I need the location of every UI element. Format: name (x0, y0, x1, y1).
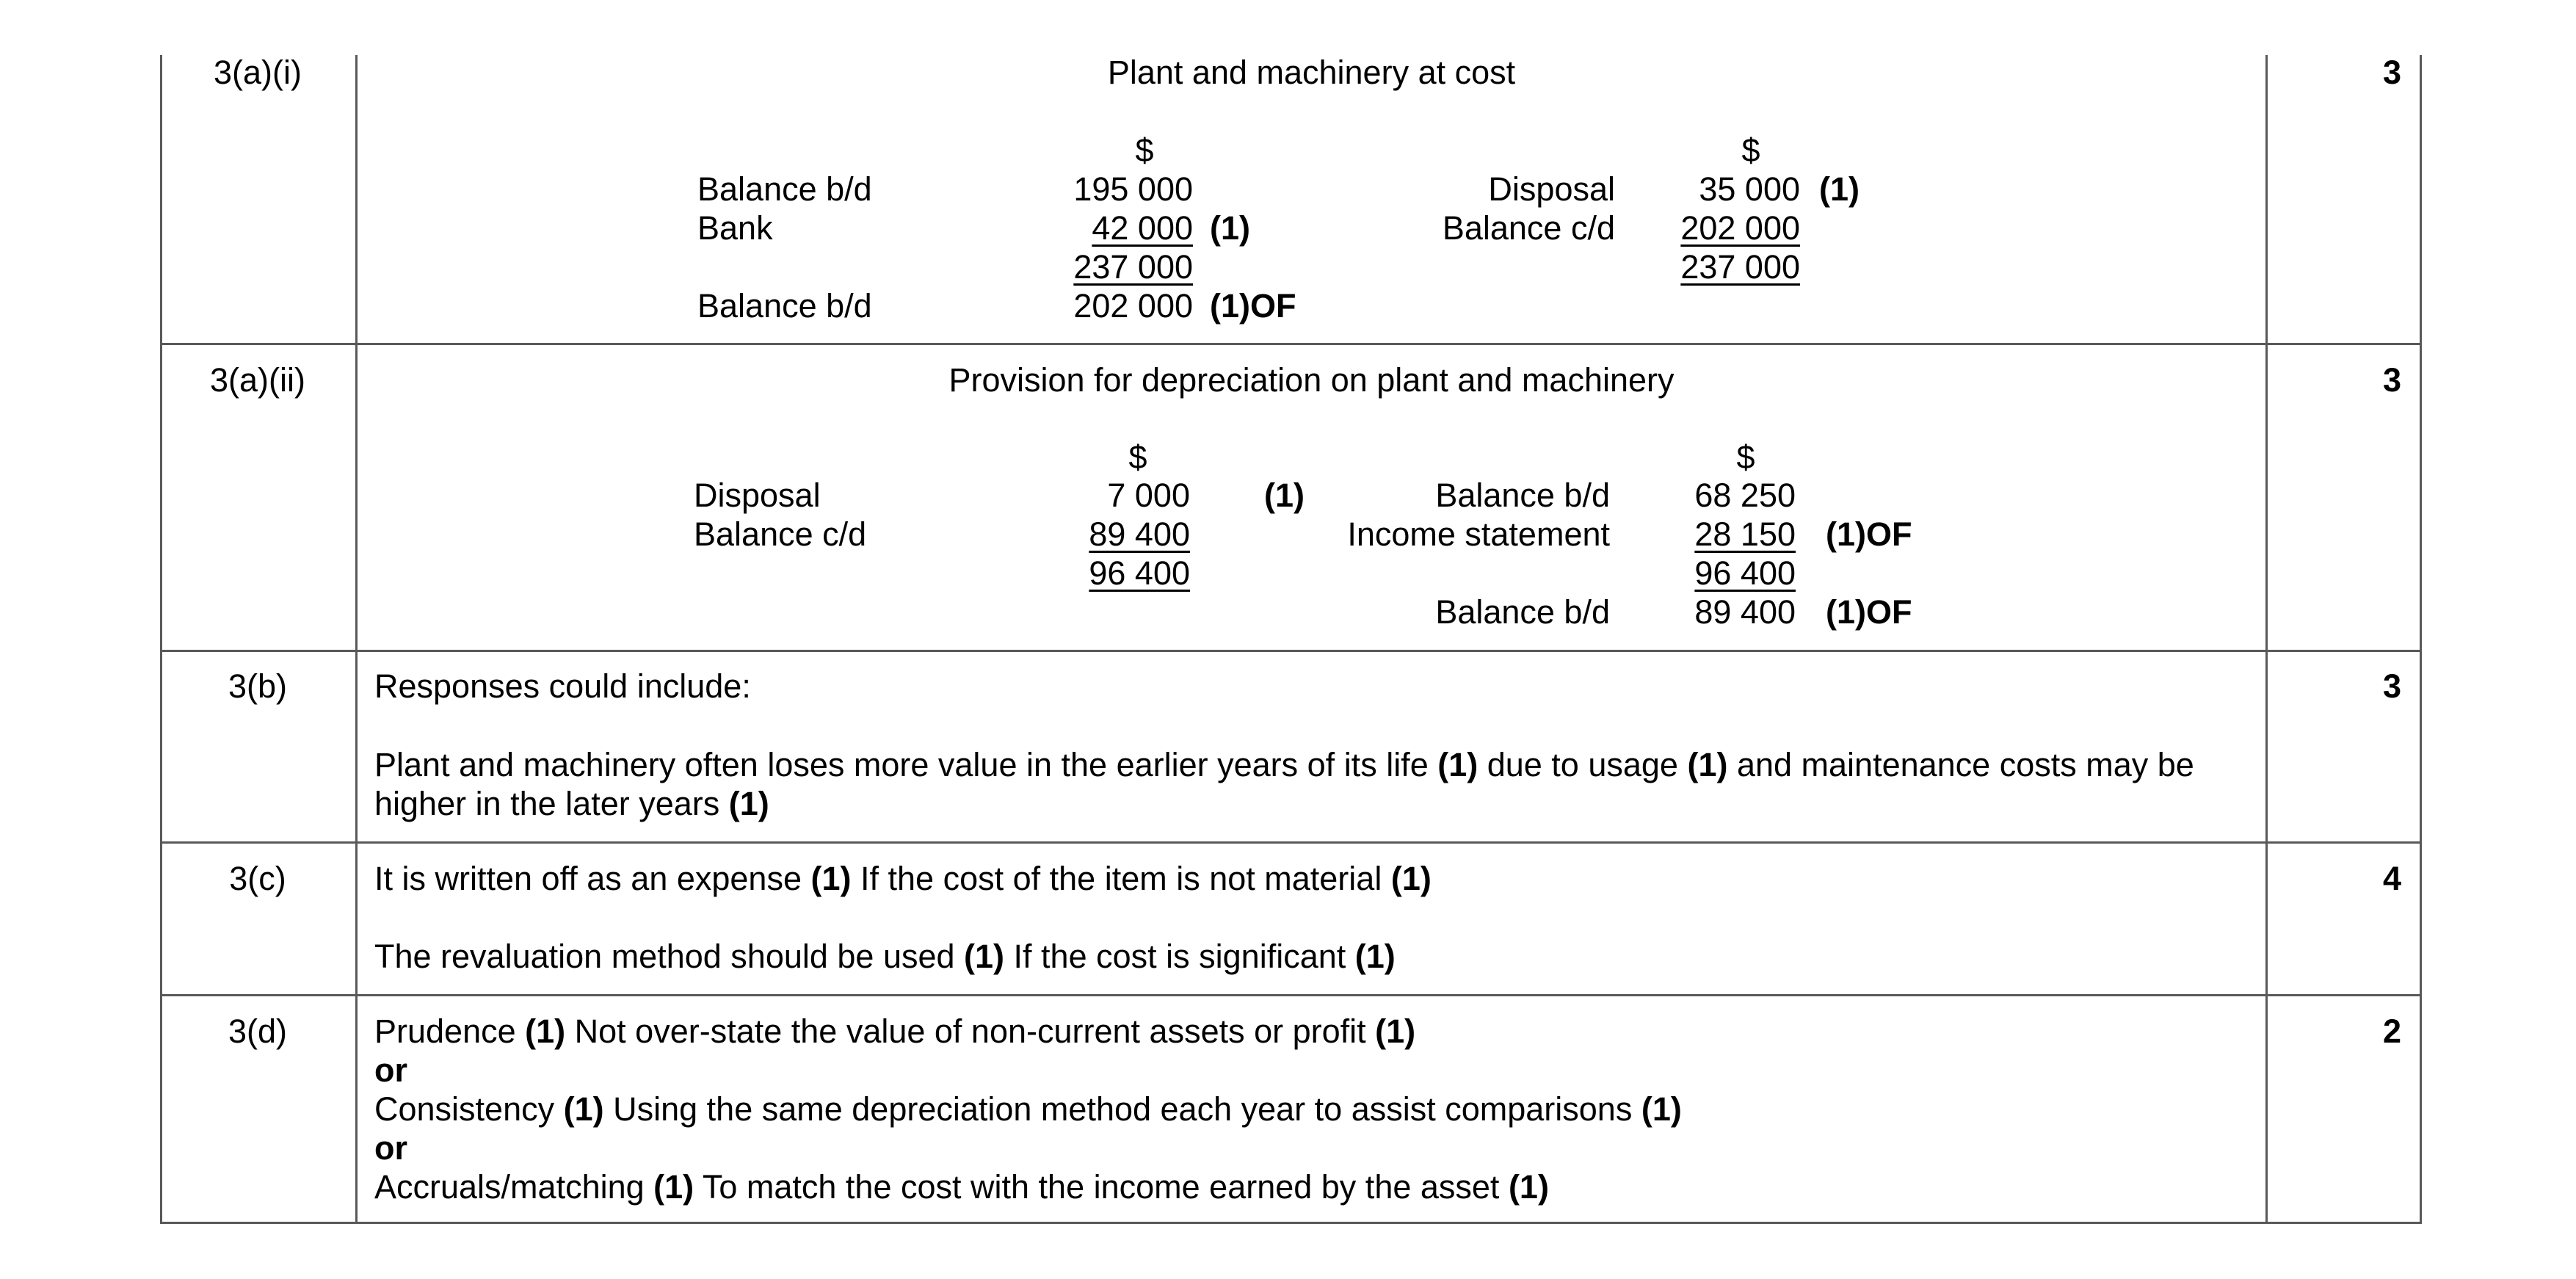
mark-allocation: (1)OF (1826, 593, 1912, 631)
or-separator: or (374, 1129, 407, 1167)
account-title: Plant and machinery at cost (1107, 54, 1516, 91)
answer-intro: Responses could include: (374, 667, 751, 705)
ledger-entry-amount: 89 400 (1089, 515, 1190, 553)
ledger-entry-amount: 195 000 (1073, 170, 1193, 208)
ledger-entry-amount: 89 400 (1694, 593, 1796, 631)
ledger-entry-amount: 68 250 (1694, 477, 1796, 514)
ledger-entry-label: Bank (697, 209, 773, 247)
ledger-total: 237 000 (1073, 248, 1193, 286)
answer-text: higher in the later years (1) (374, 785, 769, 822)
answer-option: Prudence (1) Not over-state the value of non-current assets or profit (1) (374, 1012, 1416, 1050)
ledger-total: 237 000 (1680, 248, 1800, 286)
ledger-entry-label: Disposal (1488, 170, 1615, 208)
ledger-total: 96 400 (1694, 554, 1796, 592)
ledger-entry-label: Income statement (1347, 515, 1610, 553)
marks-value: 2 (2383, 1012, 2402, 1050)
ledger-entry-amount: 7 000 (1107, 477, 1190, 514)
marks-value: 3 (2383, 667, 2402, 705)
answer-text: It is written off as an expense (1) If the cost of the item is not material (1) (374, 860, 1432, 897)
mark-allocation: (1)OF (1826, 515, 1912, 553)
marks-value: 4 (2383, 860, 2402, 897)
answer-text: The revaluation method should be used (1) If the cost is significant (1) (374, 938, 1396, 975)
answer-option: Consistency (1) Using the same depreciation method each year to assist comparisons (1) (374, 1090, 1682, 1128)
answer-text: Plant and machinery often loses more value in the earlier years of its life (1) due to usage (1) and maintenance costs may be (374, 746, 2194, 783)
ledger-entry-label: Balance b/d (697, 170, 872, 208)
marks-value: 3 (2383, 361, 2402, 399)
currency-symbol: $ (1736, 438, 1755, 476)
currency-symbol: $ (1741, 131, 1760, 169)
ledger-entry-amount: 35 000 (1699, 170, 1800, 208)
question-number: 3(a)(i) (214, 54, 302, 91)
ledger-entry-amount: 202 000 (1680, 209, 1800, 247)
question-number: 3(b) (228, 667, 288, 705)
marks-column-divider (2265, 55, 2268, 1222)
row-divider (160, 841, 2422, 844)
or-separator: or (374, 1051, 407, 1089)
question-number: 3(c) (229, 860, 286, 897)
table-border-bottom (160, 1222, 2422, 1224)
account-title: Provision for depreciation on plant and machinery (948, 361, 1675, 399)
table-border-right (2420, 55, 2422, 1222)
ledger-entry-amount: 42 000 (1092, 209, 1193, 247)
ledger-total: 96 400 (1089, 554, 1190, 592)
answer-option: Accruals/matching (1) To match the cost with the income earned by the asset (1) (374, 1168, 1549, 1206)
mark-allocation: (1)OF (1210, 287, 1296, 325)
question-column-divider (355, 55, 358, 1222)
ledger-entry-label: Disposal (694, 477, 821, 514)
ledger-entry-amount: 202 000 (1073, 287, 1193, 325)
question-number: 3(d) (228, 1012, 288, 1050)
currency-symbol: $ (1128, 438, 1147, 476)
currency-symbol: $ (1135, 131, 1154, 169)
ledger-entry-label: Balance c/d (1442, 209, 1615, 247)
row-divider (160, 650, 2422, 652)
mark-allocation: (1) (1264, 477, 1305, 514)
ledger-entry-label: Balance c/d (694, 515, 867, 553)
ledger-entry-label: Balance b/d (1435, 593, 1610, 631)
ledger-entry-amount: 28 150 (1694, 515, 1796, 553)
question-number: 3(a)(ii) (210, 361, 305, 399)
mark-allocation: (1) (1819, 170, 1860, 208)
row-divider (160, 343, 2422, 345)
row-divider (160, 994, 2422, 996)
ledger-entry-label: Balance b/d (697, 287, 872, 325)
ledger-entry-label: Balance b/d (1435, 477, 1610, 514)
marks-value: 3 (2383, 54, 2402, 91)
mark-allocation: (1) (1210, 209, 1250, 247)
